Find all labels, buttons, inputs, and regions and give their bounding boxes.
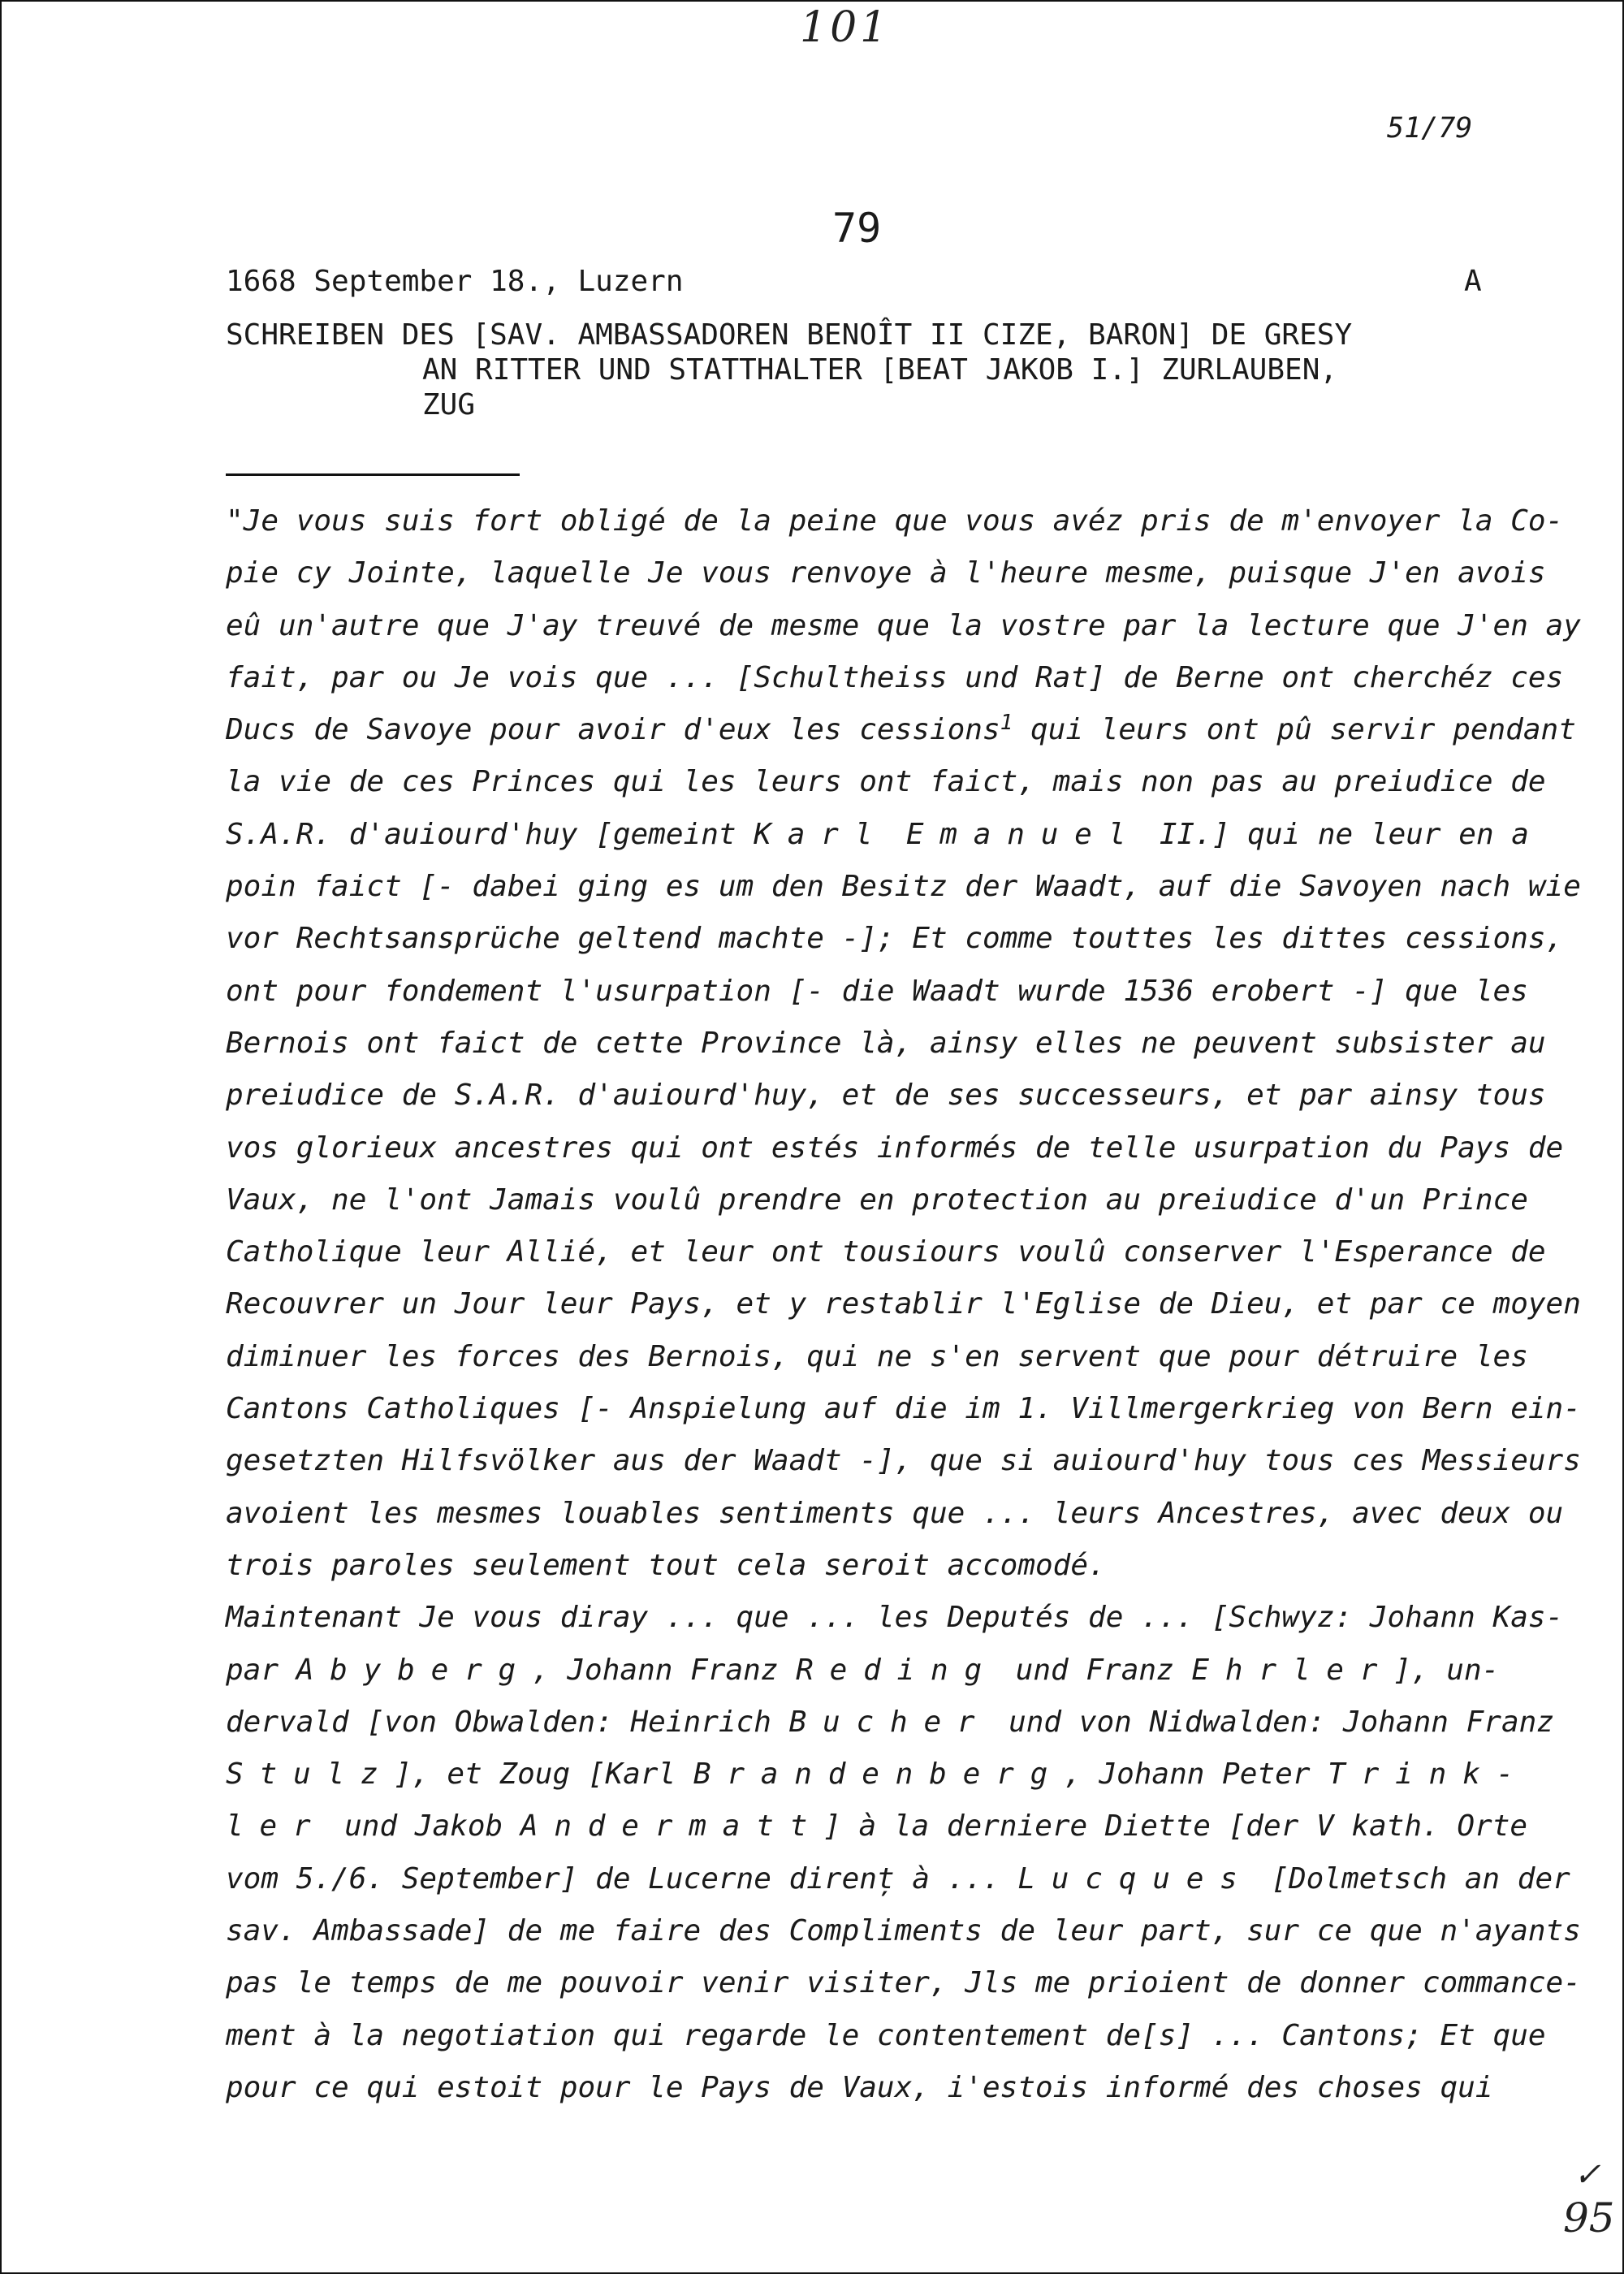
text-line: [226, 1697, 1554, 1749]
text-segment: ] à la derniere Diette [der V kath. Orte: [823, 1809, 1528, 1844]
document-number: 79: [832, 205, 882, 252]
text-line: poin faict [- dabei ging es um den Besitz der Waadt, auf die Savoyen nach wie: [226, 870, 1581, 904]
text-segment: ], un-: [1393, 1653, 1500, 1687]
text-line: ment à la negotiation qui regarde le contentement de[s] ... Cantons; Et que: [226, 2018, 1546, 2052]
text-segment: [888, 818, 906, 851]
text-line: ont pour fondement l'usurpation [- die Waadt wurde 1536 erobert -] que les: [226, 974, 1528, 1008]
text-line: preiudice de S.A.R. d'auiourd'huy, et de ses successeurs, et par ainsy tous: [226, 1079, 1546, 1113]
footnote-marker: 1: [1000, 711, 1013, 736]
spaced-name: Stulz: [226, 1757, 395, 1792]
text-line: gesetzten Hilfsvölker aus der Waadt -], que si auiourd'huy tous ces Messieurs: [226, 1444, 1581, 1478]
text-line: pour ce qui estoit pour le Pays de Vaux, i'estois informé des choses qui: [226, 2070, 1493, 2104]
text-line: la vie de ces Princes qui les leurs ont faict, mais non pas au preiudice de: [226, 765, 1546, 799]
handwritten-page-number: 95: [1563, 2194, 1615, 2242]
spaced-name: Abyberg: [296, 1653, 533, 1687]
spaced-name: ler: [226, 1809, 327, 1844]
text-line: pie cy Jointe, laquelle Je vous renvoye à l'heure mesme, puisque J'en avois: [226, 556, 1546, 590]
spaced-name: Karl: [754, 817, 889, 851]
text-line: Vaux, ne l'ont Jamais voulû prendre en protection au preiudice d'un Prince: [226, 1182, 1528, 1217]
handwritten-folio-number: 101: [800, 3, 891, 52]
text-line: [226, 704, 1576, 756]
text-segment: par: [226, 1653, 296, 1687]
spaced-name: Brandenberg: [693, 1757, 1065, 1792]
text-line: [226, 1853, 1570, 1905]
handwritten-checkmark: ✓: [1574, 2156, 1601, 2194]
text-segment: qui leurs ont pû servir pendant: [1013, 713, 1576, 747]
text-line: vos glorieux ancestres qui ont estés informés de telle usurpation du Pays de: [226, 1131, 1564, 1165]
text-segment: Ducs de Savoye pour avoir d'eux les cessions: [226, 713, 1000, 747]
text-segment: dervald [von Obwalden: Heinrich: [226, 1705, 789, 1739]
reference-number: 51/79: [1387, 112, 1473, 145]
text-line: [226, 1645, 1500, 1697]
document-title-line-3: ZUG: [422, 388, 476, 422]
spaced-name: Emanuel: [905, 817, 1142, 851]
text-segment: II.] qui ne leur en a: [1142, 817, 1529, 851]
date-place: 1668 September 18., Luzern: [226, 265, 684, 298]
text-line: pas le temps de me pouvoir venir visiter, Jls me prioient de donner commance-: [226, 1966, 1581, 2000]
spaced-name: Andermatt: [520, 1809, 824, 1844]
text-line: avoient les mesmes louables sentiments que ... leurs Ancestres, avec deux ou: [226, 1496, 1564, 1530]
text-segment: ], et Zoug [Karl: [394, 1757, 693, 1792]
text-line: [226, 809, 1529, 861]
text-line: trois paroles seulement tout cela seroit accomodé.: [226, 1548, 1106, 1582]
text-line: vor Rechtsansprüche geltend machte -]; Et comme touttes les dittes cessions,: [226, 922, 1564, 956]
spaced-name: Bucher: [788, 1705, 991, 1739]
text-line: fait, par ou Je vois que ... [Schultheiss und Rat] de Berne ont cherchéz ces: [226, 660, 1564, 694]
document-title-line-2: AN RITTER UND STATTHALTER [BEAT JAKOB I.] ZURLAUBEN,: [422, 353, 1338, 387]
text-line: eû un'autre que J'ay treuvé de mesme que la vostre par la lecture que J'en ay: [226, 608, 1581, 642]
text-segment: , Johann Franz: [532, 1653, 797, 1687]
text-line: Catholique leur Allié, et leur ont tousiours voulû conserver l'Esperance de: [226, 1235, 1546, 1269]
header-rule: [226, 473, 520, 476]
text-line: Bernois ont faict de cette Province là, ainsy elles ne peuvent subsister au: [226, 1026, 1546, 1060]
text-segment: S.A.R. d'auiourd'huy [gemeint: [226, 817, 754, 851]
text-segment: und Franz: [997, 1653, 1192, 1687]
spaced-name: Trink-: [1328, 1757, 1531, 1792]
text-line: diminuer les forces des Bernois, qui ne s'en servent que pour détruire les: [226, 1339, 1528, 1373]
spaced-name: Lucques: [1017, 1861, 1254, 1896]
text-line: [226, 1801, 1528, 1852]
text-segment: und Jakob: [326, 1809, 520, 1844]
text-line: [226, 1749, 1531, 1801]
document-title-line-1: SCHREIBEN DES [SAV. AMBASSADOREN BENOÎT II CIZE, BARON] DE GRESY: [226, 318, 1353, 352]
section-marker: A: [1464, 265, 1482, 298]
spaced-name: Ehrler: [1191, 1653, 1394, 1687]
text-line: Maintenant Je vous diray ... que ... les Deputés de ... [Schwyz: Johann Kas-: [226, 1601, 1564, 1635]
text-segment: und von Nidwalden: Johann Franz: [991, 1705, 1554, 1739]
letter-body: [226, 495, 1581, 2114]
text-line: sav. Ambassade] de me faire des Compliments de leur part, sur ce que n'ayants: [226, 1914, 1581, 1948]
spaced-name: Reding: [796, 1653, 998, 1687]
text-segment: , Johann Peter: [1064, 1757, 1328, 1792]
text-segment: [Dolmetsch an der: [1253, 1861, 1570, 1896]
text-line: Cantons Catholiques [- Anspielung auf die im 1. Villmergerkrieg von Bern ein-: [226, 1392, 1581, 1426]
text-segment: vom 5./6. September] de Lucerne direnț à ...: [226, 1861, 1018, 1896]
text-line: Recouvrer un Jour leur Pays, et y restablir l'Eglise de Dieu, et par ce moyen: [226, 1287, 1581, 1321]
text-line: "Je vous suis fort obligé de la peine que vous avéz pris de m'envoyer la Co-: [226, 504, 1564, 538]
